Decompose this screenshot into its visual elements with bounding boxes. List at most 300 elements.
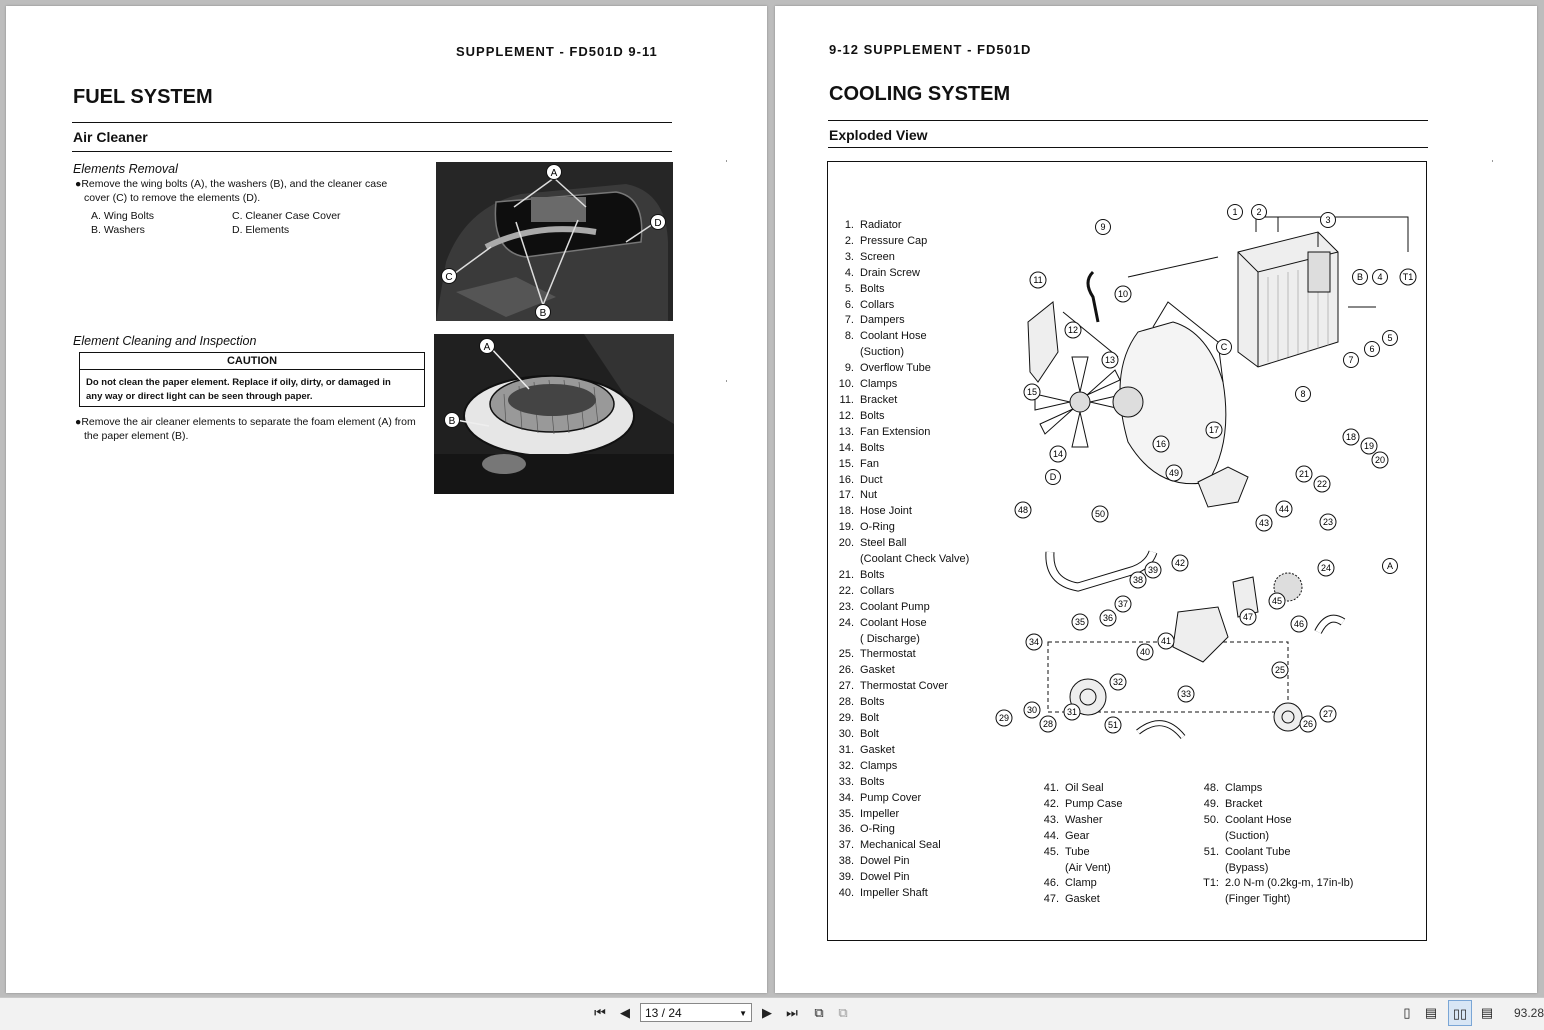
part-number (828, 632, 860, 648)
page-indicator: 13 / 24 (645, 1006, 682, 1020)
part-name: Coolant Hose (860, 330, 927, 343)
part-name: Gasket (860, 664, 895, 677)
divider (72, 122, 672, 123)
part-number: 15. (838, 457, 854, 470)
part-number: 40. (838, 887, 854, 900)
callout-46 (1291, 616, 1307, 632)
chevron-down-icon: ▼ (739, 1009, 747, 1018)
callout-label: 10 (1117, 289, 1129, 300)
part-entry (828, 838, 1028, 854)
exploded-view-diagram (988, 192, 1423, 752)
part-entry (828, 822, 1028, 838)
part-name: Gear (1065, 829, 1090, 842)
page-marker (726, 160, 727, 162)
part-name: 2.0 N-m (0.2kg-m, 17in-lb) (1225, 877, 1354, 890)
last-page-icon[interactable]: ⏭ (786, 1005, 798, 1020)
part-number: 14. (838, 441, 854, 454)
callout-9 (1096, 220, 1111, 235)
callout-43 (1256, 515, 1272, 531)
callout-37 (1115, 596, 1131, 612)
part-name: O-Ring (860, 521, 895, 534)
exploded-view-frame (827, 161, 1427, 941)
part-entry (1193, 813, 1423, 829)
part-number: 12. (838, 409, 854, 422)
part-number: 25. (838, 648, 854, 661)
right-document-page (775, 6, 1537, 993)
part-number: 41. (1043, 782, 1059, 794)
part-number: 27. (838, 680, 854, 693)
callout-4 (1373, 270, 1388, 285)
callout-48 (1015, 502, 1031, 518)
section-title: FUEL SYSTEM (73, 86, 213, 108)
part-name: Coolant Hose (1225, 813, 1292, 826)
photo-label: C (445, 272, 453, 283)
callout-27 (1320, 706, 1336, 722)
part-name: Bolt (860, 728, 879, 740)
callout-42 (1172, 555, 1188, 571)
callout-34 (1026, 634, 1042, 650)
part-entry (1033, 861, 1193, 877)
part-name: Gasket (1065, 893, 1100, 906)
part-name: Mechanical Seal (860, 839, 941, 852)
callout-3 (1321, 213, 1336, 228)
part-entry (1193, 876, 1423, 892)
callout-label: C (1220, 342, 1228, 353)
part-entry (1193, 797, 1423, 813)
part-number: 19. (838, 521, 854, 534)
removal-step-line: cover (C) to remove the elements (D). (84, 192, 261, 204)
part-name: Thermostat (860, 648, 916, 661)
part-number: 30. (838, 728, 854, 740)
callout-label: A (1386, 561, 1394, 572)
part-name: Bolts (860, 282, 885, 295)
part-number: 9. (844, 362, 854, 375)
part-entry (1033, 781, 1193, 797)
part-number: 10. (838, 378, 854, 391)
legend-item: B. Washers (91, 224, 145, 236)
part-number: 31. (838, 743, 854, 756)
part-number: 34. (838, 791, 854, 804)
parts-list-col2 (1033, 781, 1193, 908)
callout-17 (1206, 422, 1222, 438)
left-document-page (6, 6, 767, 993)
part-entry (828, 775, 1028, 791)
part-number (1033, 861, 1065, 877)
callout-label: 47 (1242, 612, 1254, 623)
part-name: Bolt (860, 712, 879, 725)
callout-label: 6 (1369, 344, 1375, 355)
callout-label: 49 (1168, 468, 1180, 479)
part-name: Bolts (860, 441, 885, 454)
caution-text: Do not clean the paper element. Replace if oily, dirty, or damaged in (86, 377, 391, 388)
part-name: Impeller Shaft (860, 887, 928, 900)
callout-33 (1178, 686, 1194, 702)
callout-label: 5 (1387, 333, 1393, 344)
part-name: (Suction) (1225, 829, 1270, 842)
part-number: 36. (838, 823, 854, 836)
part-name: Washer (1065, 813, 1103, 826)
callout-23 (1320, 514, 1336, 530)
subsection-title: Air Cleaner (73, 129, 148, 145)
callout-32 (1110, 674, 1126, 690)
part-entry (1033, 829, 1193, 845)
part-number: 16. (838, 473, 854, 486)
part-number: 28. (838, 696, 854, 709)
callout-25 (1272, 662, 1288, 678)
callout-label: 20 (1374, 455, 1386, 466)
callout-label: 26 (1302, 719, 1314, 730)
part-number: 5. (844, 282, 854, 295)
callout-label: 25 (1274, 665, 1286, 676)
part-number: 43. (1043, 813, 1059, 826)
part-entry (828, 870, 1028, 886)
part-name: Fan (860, 457, 879, 470)
page-header: 9-12 SUPPLEMENT - FD501D (829, 42, 1032, 57)
callout-label: 43 (1258, 518, 1270, 529)
part-number: 42. (1043, 797, 1059, 810)
callout-41 (1158, 633, 1174, 649)
callout-label: 48 (1017, 505, 1029, 516)
caution-title: CAUTION (80, 353, 424, 370)
part-name: Coolant Pump (860, 600, 930, 613)
page-header: SUPPLEMENT - FD501D 9-11 (456, 44, 658, 59)
part-number: 45. (1043, 845, 1059, 858)
callout-label: 37 (1117, 599, 1129, 610)
part-number: 7. (844, 314, 854, 327)
part-name: Nut (860, 489, 878, 502)
callout-label: B (1356, 272, 1364, 283)
part-number: 51. (1203, 845, 1219, 858)
part-entry (1033, 797, 1193, 813)
part-name: Tube (1065, 845, 1090, 858)
callout-14 (1050, 446, 1066, 462)
part-number: 47. (1043, 893, 1059, 906)
part-number: 32. (838, 759, 854, 772)
callout-label: 40 (1139, 647, 1151, 658)
part-number: 50. (1203, 813, 1219, 826)
part-name: Gasket (860, 743, 895, 756)
part-number: 22. (838, 584, 854, 597)
callout-label: 17 (1208, 425, 1220, 436)
photo-label: D (654, 218, 662, 229)
part-name: Bolts (860, 696, 885, 709)
divider (72, 151, 672, 152)
callout-1 (1228, 205, 1243, 220)
part-name: Impeller (860, 807, 900, 820)
part-entry (1033, 845, 1193, 861)
cleaning-step-line: ●Remove the air cleaner elements to separate the foam element (A) from (75, 416, 416, 428)
callout-51 (1105, 717, 1121, 733)
part-name: Dowel Pin (860, 871, 910, 884)
part-name: (Coolant Check Valve) (860, 553, 970, 566)
callout-label: 18 (1345, 432, 1357, 443)
callout-7 (1344, 353, 1359, 368)
section-title: COOLING SYSTEM (829, 83, 1011, 105)
part-name: Collars (860, 298, 895, 311)
part-name: Dampers (860, 314, 905, 327)
photo-label: A (483, 342, 491, 353)
callout-5 (1383, 331, 1398, 346)
part-name: O-Ring (860, 823, 895, 836)
part-number: 37. (838, 839, 854, 852)
photo-label: A (550, 168, 558, 179)
air-cleaner-photo (436, 162, 673, 321)
callout-label: 23 (1322, 517, 1334, 528)
callout-29 (996, 710, 1012, 726)
part-number: 13. (838, 425, 854, 438)
callout-label: 36 (1102, 613, 1114, 624)
element-photo (434, 334, 674, 494)
callout-30 (1024, 702, 1040, 718)
callout-label: 16 (1155, 439, 1167, 450)
part-number: 1. (844, 219, 854, 231)
part-number: 21. (838, 568, 854, 581)
part-number: 44. (1043, 829, 1059, 842)
subsection-title: Exploded View (829, 127, 928, 143)
part-name: (Air Vent) (1065, 861, 1111, 874)
part-name: Pump Cover (860, 791, 922, 804)
part-number: 46. (1043, 877, 1059, 890)
callout-b (1353, 270, 1368, 285)
part-number: 39. (838, 871, 854, 884)
callout-label: 32 (1112, 677, 1124, 688)
removal-heading: Elements Removal (73, 162, 178, 176)
part-name: Drain Screw (860, 266, 920, 279)
two-page-view-icon[interactable]: ▯▯ (1448, 1000, 1472, 1026)
part-name: Thermostat Cover (860, 680, 949, 693)
part-name: Clamps (1225, 782, 1263, 794)
part-number (1193, 861, 1225, 877)
page-number-select[interactable] (640, 1003, 752, 1022)
part-entry (828, 886, 1028, 902)
previous-page-icon[interactable]: ◀ (620, 1005, 630, 1020)
part-number: 23. (838, 600, 854, 613)
callout-label: T1 (1402, 272, 1414, 283)
part-number: T1: (1203, 877, 1219, 890)
callout-label: D (1049, 472, 1057, 483)
part-entry (828, 759, 1028, 775)
zoom-level[interactable]: 93.28 (1514, 1006, 1544, 1020)
part-number: 4. (844, 266, 854, 279)
paste-icon[interactable]: ⧉ (838, 1005, 848, 1020)
part-name: Coolant Hose (860, 616, 927, 629)
callout-19 (1361, 438, 1377, 454)
callout-10 (1115, 286, 1131, 302)
part-entry (1193, 861, 1423, 877)
callout-label: 8 (1300, 389, 1306, 400)
callout-label: 2 (1256, 207, 1262, 218)
callout-label: 38 (1132, 575, 1144, 586)
callout-label: 33 (1180, 689, 1192, 700)
part-name: (Bypass) (1225, 861, 1269, 874)
callout-label: 30 (1026, 705, 1038, 716)
part-entry (1193, 781, 1423, 797)
part-name: Steel Ball (860, 537, 907, 550)
part-number (828, 552, 860, 568)
single-page-view-icon[interactable]: ▯ (1403, 1005, 1411, 1020)
part-name: Pump Case (1065, 797, 1123, 810)
page-marker (726, 380, 727, 382)
legend-item: D. Elements (232, 224, 290, 236)
part-entry (1193, 829, 1423, 845)
callout-label: 51 (1107, 720, 1119, 731)
part-number (828, 345, 860, 361)
part-number: 48. (1203, 782, 1219, 794)
part-name: Clamps (860, 759, 898, 772)
part-number: 2. (844, 234, 854, 247)
part-number: 18. (838, 505, 854, 518)
part-name: (Suction) (860, 346, 905, 359)
parts-list-col3 (1193, 781, 1423, 908)
part-number: 3. (844, 250, 854, 263)
callout-12 (1065, 322, 1081, 338)
callout-28 (1040, 716, 1056, 732)
removal-step-line: ●Remove the wing bolts (A), the washers (B), and the cleaner case (75, 178, 388, 190)
callout-22 (1314, 476, 1330, 492)
part-number (1193, 892, 1225, 908)
callout-26 (1300, 716, 1316, 732)
callout-label: 28 (1042, 719, 1054, 730)
callout-c (1217, 340, 1232, 355)
callout-35 (1072, 614, 1088, 630)
cleaning-heading: Element Cleaning and Inspection (73, 334, 257, 348)
callout-label: 46 (1293, 619, 1305, 630)
part-name: Pressure Cap (860, 234, 928, 247)
callout-label: 15 (1026, 387, 1038, 398)
callout-15 (1024, 384, 1040, 400)
callout-20 (1372, 452, 1388, 468)
callout-label: 13 (1104, 355, 1116, 366)
callout-label: 39 (1147, 565, 1159, 576)
part-entry (1193, 892, 1423, 908)
callout-label: 27 (1322, 709, 1334, 720)
part-name: Bolts (860, 775, 885, 788)
part-number: 29. (838, 712, 854, 725)
part-number: 20. (838, 537, 854, 550)
callout-label: 44 (1278, 504, 1290, 515)
callout-24 (1318, 560, 1334, 576)
part-number (1193, 829, 1225, 845)
part-number: 33. (838, 775, 854, 788)
next-page-icon[interactable]: ▶ (762, 1005, 772, 1020)
part-name: Bolts (860, 409, 885, 422)
divider (828, 120, 1428, 121)
callout-31 (1064, 704, 1080, 720)
callout-2 (1252, 205, 1267, 220)
part-name: Clamp (1065, 877, 1097, 890)
callout-label: 22 (1316, 479, 1328, 490)
callout-label: 42 (1174, 558, 1186, 569)
callout-label: 50 (1094, 509, 1106, 520)
part-number: 26. (838, 664, 854, 677)
part-entry (828, 807, 1028, 823)
part-entry (1193, 845, 1423, 861)
callout-label: 14 (1052, 449, 1064, 460)
legend-item: C. Cleaner Case Cover (232, 210, 341, 222)
callout-a (1383, 559, 1398, 574)
part-name: Screen (860, 250, 895, 263)
part-entry (1033, 813, 1193, 829)
part-entry (1033, 892, 1193, 908)
part-entry (828, 854, 1028, 870)
callout-label: 12 (1067, 325, 1079, 336)
callout-8 (1296, 387, 1311, 402)
cleaning-step-line: the paper element (B). (84, 430, 189, 442)
part-name: Bracket (860, 393, 898, 406)
viewer-toolbar (0, 997, 1544, 1030)
callout-label: 9 (1100, 222, 1106, 233)
callout-50 (1092, 506, 1108, 522)
callout-label: 4 (1377, 272, 1383, 283)
copy-icon[interactable]: ⧉ (814, 1005, 824, 1020)
part-number: 49. (1203, 797, 1219, 810)
callout-label: 41 (1160, 636, 1172, 647)
page-marker (1492, 160, 1493, 162)
part-name: ( Discharge) (860, 632, 920, 645)
callout-39 (1145, 562, 1161, 578)
callout-18 (1343, 429, 1359, 445)
callout-label: 29 (998, 713, 1010, 724)
continuous-view-icon[interactable]: ▤ (1424, 1005, 1438, 1020)
callout-label: 21 (1298, 469, 1310, 480)
callout-11 (1030, 272, 1046, 288)
callout-t1 (1400, 269, 1416, 285)
callout-44 (1276, 501, 1292, 517)
part-name: Radiator (860, 219, 902, 231)
callout-label: 24 (1320, 563, 1332, 574)
callout-36 (1100, 610, 1116, 626)
callout-label: 11 (1033, 275, 1043, 286)
part-name: Coolant Tube (1225, 845, 1291, 858)
part-entry (828, 791, 1028, 807)
callout-label: 35 (1074, 617, 1086, 628)
photo-label: B (448, 416, 456, 427)
part-number: 6. (844, 298, 854, 311)
part-name: Hose Joint (860, 505, 912, 518)
part-number: 24. (838, 616, 854, 629)
part-entry (1033, 876, 1193, 892)
caution-box (79, 352, 425, 407)
part-name: Overflow Tube (860, 362, 931, 375)
two-page-continuous-icon[interactable]: ▤ (1480, 1005, 1494, 1020)
callout-38 (1130, 572, 1146, 588)
part-name: Collars (860, 584, 895, 597)
callout-label: 34 (1028, 637, 1040, 648)
part-number: 11. (839, 393, 854, 406)
part-name: Fan Extension (860, 425, 931, 438)
part-number: 35. (838, 807, 854, 820)
caution-text: any way or direct light can be seen through paper. (86, 391, 313, 402)
callout-21 (1296, 466, 1312, 482)
part-number: 17. (838, 489, 854, 502)
first-page-icon[interactable]: ⏮ (594, 1005, 606, 1020)
callout-49 (1166, 465, 1182, 481)
part-name: Bolts (860, 568, 885, 581)
callout-label: 1 (1232, 207, 1238, 218)
part-number: 38. (838, 855, 854, 868)
callout-label: 3 (1325, 215, 1331, 226)
callout-6 (1365, 342, 1380, 357)
part-name: Bracket (1225, 797, 1263, 810)
callout-40 (1137, 644, 1153, 660)
part-name: Dowel Pin (860, 855, 910, 868)
part-name: Clamps (860, 378, 898, 391)
callout-47 (1240, 609, 1256, 625)
callout-label: 31 (1066, 707, 1078, 718)
callout-label: 7 (1348, 355, 1354, 366)
part-name: Duct (860, 473, 883, 486)
divider (828, 147, 1428, 148)
